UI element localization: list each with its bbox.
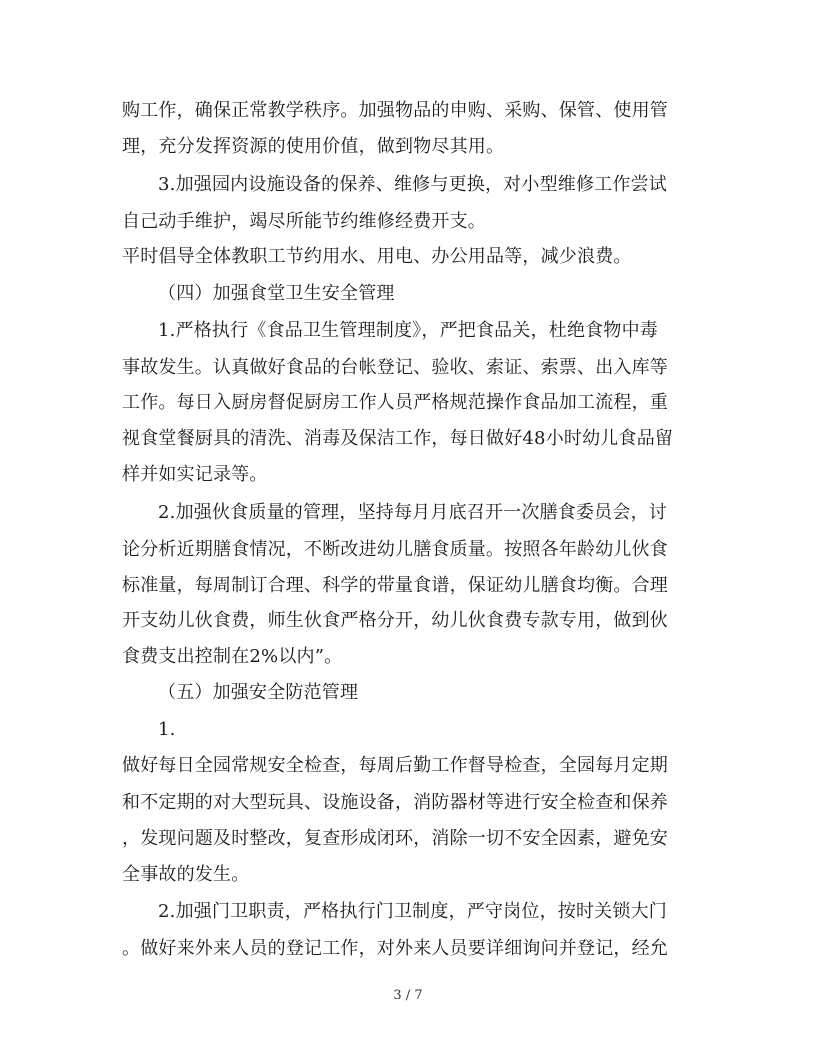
text-line: 1.严格执行《食品卫生管理制度》，严把食品关，杜绝食物中毒 [158,320,658,341]
text-line: 论分析近期膳食情况，不断改进幼儿膳食质量。按照各年龄幼儿伙食 [122,539,668,560]
text-line: 3.加强园内设施设备的保养、维修与更换，对小型维修工作尝试 [158,174,667,195]
text-line: 。做好来外来人员的登记工作，对外来人员要详细询问并登记，经允 [122,938,668,959]
text-line: 标准量，每周制订合理、科学的带量食谱，保证幼儿膳食均衡。合理 [122,575,668,596]
page-number: 3 / 7 [393,988,423,1003]
text-line: 做好每日全园常规安全检查，每周后勤工作督导检查，全园每月定期 [122,755,668,776]
text-line: 2.加强伙食质量的管理，坚持每月月底召开一次膳食委员会，讨 [158,502,667,523]
text-line: 开支幼儿伙食费，师生伙食严格分开，幼儿伙食费专款专用，做到伙 [122,610,668,631]
section-heading-5: （五）加强安全防范管理 [158,682,359,703]
text-line: 全事故的发生。 [122,864,250,885]
text-line: 平时倡导全体教职工节约用水、用电、办公用品等，减少浪费。 [122,246,632,267]
text-line: 理，充分发挥资源的使用价值，做到物尽其用。 [122,136,505,157]
text-line: 自己动手维护，竭尽所能节约维修经费开支。 [122,211,486,232]
text-line: 2.加强门卫职责，严格执行门卫制度，严守岗位，按时关锁大门 [158,901,667,922]
text-line: 1. [158,719,176,740]
text-line: 和不定期的对大型玩具、设施设备，消防器材等进行安全检查和保养 [122,792,668,813]
text-line: 购工作，确保正常教学秩序。加强物品的申购、采购、保管、使用管 [122,100,668,121]
text-line: 视食堂餐厨具的清洗、消毒及保洁工作，每日做好48小时幼儿食品留 [122,428,674,449]
text-line: 工作。每日入厨房督促厨房工作人员严格规范操作食品加工流程，重 [122,392,668,413]
text-line: 食费支出控制在2%以内”。 [122,646,343,667]
text-line: 样并如实记录等。 [122,464,268,485]
text-line: ，发现问题及时整改，复查形成闭环，消除一切不安全因素，避免安 [122,828,668,849]
section-heading-4: （四）加强食堂卫生安全管理 [158,283,395,304]
text-line: 事故发生。认真做好食品的台帐登记、验收、索证、索票、出入库等 [122,357,668,378]
